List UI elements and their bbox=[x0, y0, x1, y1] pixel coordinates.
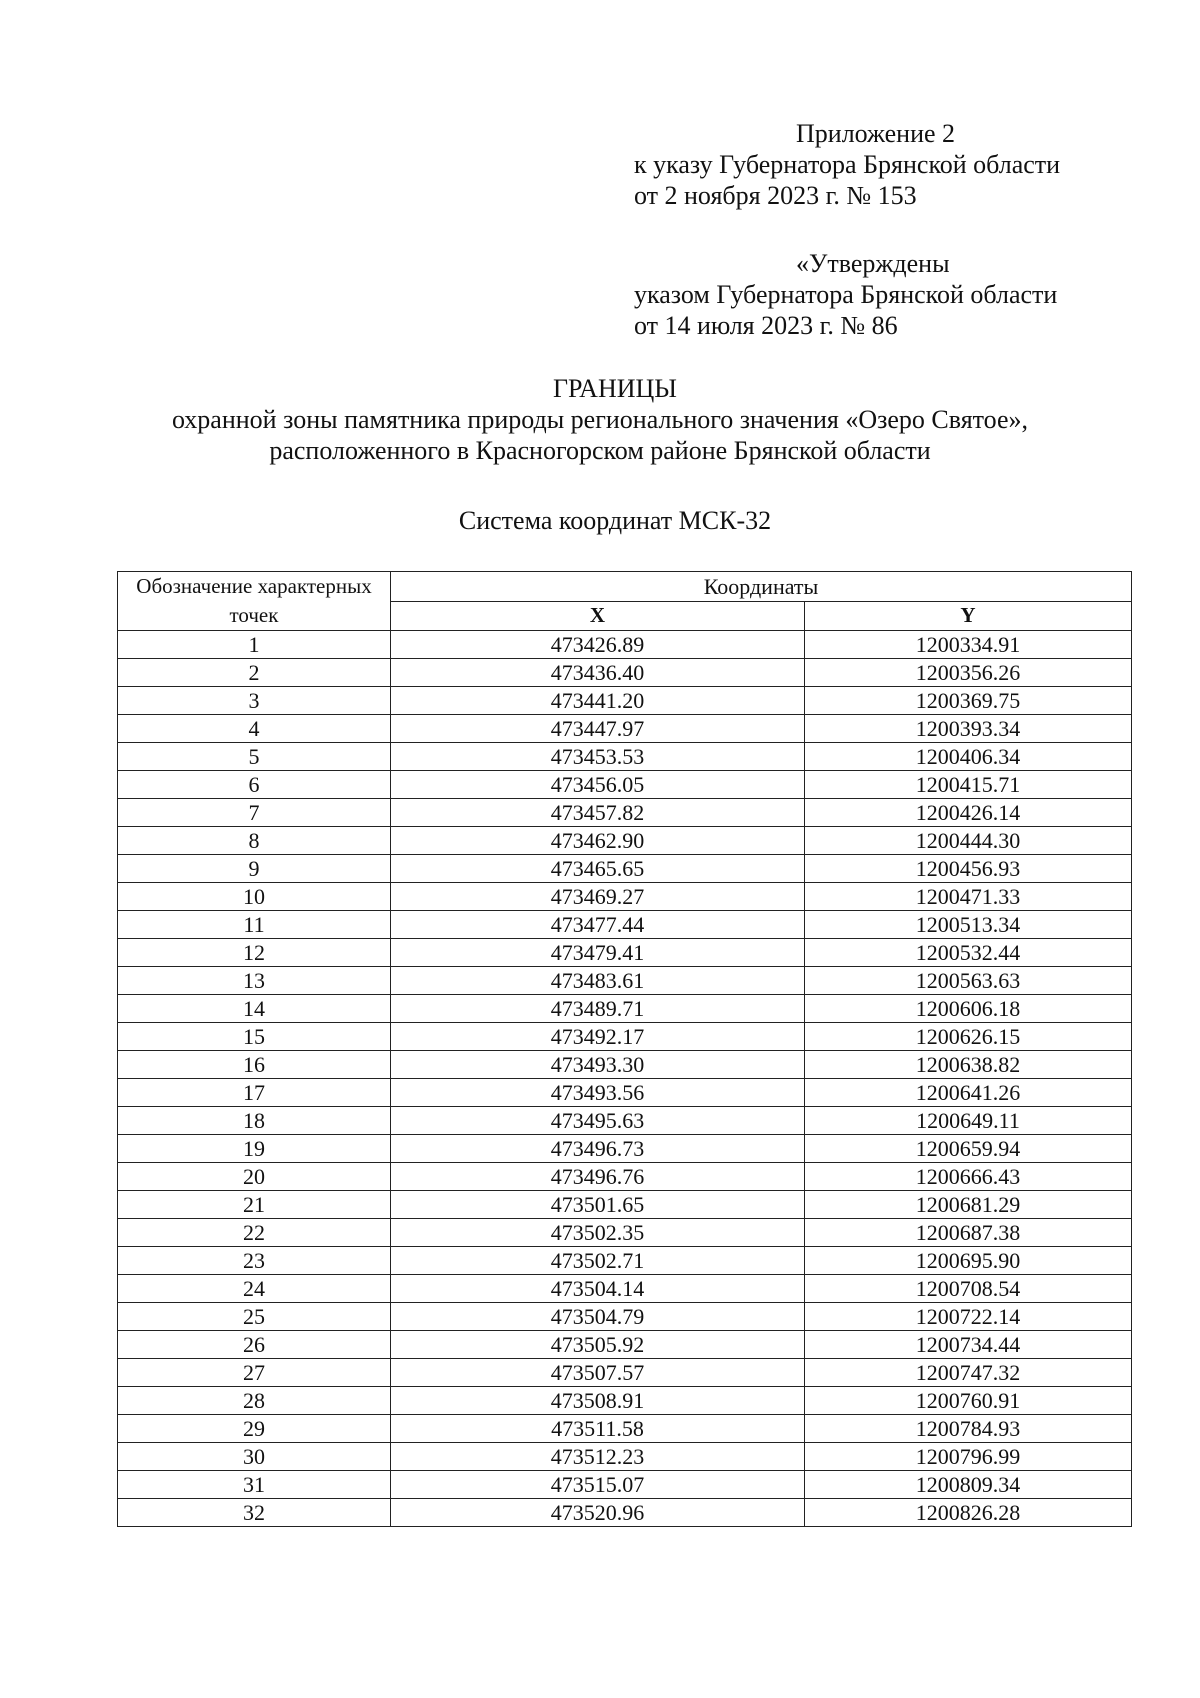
table-row bbox=[118, 659, 1132, 687]
y-coordinate-cell: 1200415.71 bbox=[805, 771, 1132, 799]
point-number-cell: 26 bbox=[118, 1331, 391, 1359]
y-coordinate-cell: 1200666.43 bbox=[805, 1163, 1132, 1191]
x-coordinate-cell: 473493.30 bbox=[391, 1051, 805, 1079]
y-coordinate-cell: 1200708.54 bbox=[805, 1275, 1132, 1303]
point-number-cell: 3 bbox=[118, 687, 391, 715]
y-coordinate-cell: 1200760.91 bbox=[805, 1387, 1132, 1415]
x-coordinate-cell: 473447.97 bbox=[391, 715, 805, 743]
table-row bbox=[118, 743, 1132, 771]
table-row bbox=[118, 1471, 1132, 1499]
x-coordinate-cell: 473496.73 bbox=[391, 1135, 805, 1163]
x-coordinate-cell: 473496.76 bbox=[391, 1163, 805, 1191]
point-number-cell: 20 bbox=[118, 1163, 391, 1191]
table-row bbox=[118, 799, 1132, 827]
table-row bbox=[118, 1191, 1132, 1219]
table-row bbox=[118, 939, 1132, 967]
y-coordinate-cell: 1200649.11 bbox=[805, 1107, 1132, 1135]
document-title: ГРАНИЦЫ bbox=[553, 374, 677, 403]
table-row bbox=[118, 771, 1132, 799]
y-coordinate-cell: 1200406.34 bbox=[805, 743, 1132, 771]
appendix-decree: к указу Губернатора Брянской области bbox=[634, 150, 1061, 179]
table-body bbox=[118, 631, 1132, 1527]
point-number-cell: 29 bbox=[118, 1415, 391, 1443]
y-coordinate-cell: 1200532.44 bbox=[805, 939, 1132, 967]
table-row bbox=[118, 1247, 1132, 1275]
y-coordinate-cell: 1200641.26 bbox=[805, 1079, 1132, 1107]
appendix-number: Приложение 2 bbox=[796, 119, 956, 148]
x-coordinate-cell: 473504.14 bbox=[391, 1275, 805, 1303]
point-number-cell: 9 bbox=[118, 855, 391, 883]
y-coordinate-cell: 1200681.29 bbox=[805, 1191, 1132, 1219]
table-row bbox=[118, 1023, 1132, 1051]
document-subtitle-line2: расположенного в Красногорском районе Брянской области bbox=[269, 436, 931, 465]
x-coordinate-cell: 473426.89 bbox=[391, 631, 805, 659]
y-coordinate-cell: 1200369.75 bbox=[805, 687, 1132, 715]
table-row bbox=[118, 855, 1132, 883]
header-coordinates: Координаты bbox=[391, 572, 1132, 602]
table-row bbox=[118, 1107, 1132, 1135]
point-number-cell: 19 bbox=[118, 1135, 391, 1163]
x-coordinate-cell: 473456.05 bbox=[391, 771, 805, 799]
table-row bbox=[118, 1135, 1132, 1163]
approval-decree: указом Губернатора Брянской области bbox=[634, 280, 1058, 309]
x-coordinate-cell: 473457.82 bbox=[391, 799, 805, 827]
table-row bbox=[118, 1359, 1132, 1387]
y-coordinate-cell: 1200356.26 bbox=[805, 659, 1132, 687]
table-row bbox=[118, 883, 1132, 911]
x-coordinate-cell: 473492.17 bbox=[391, 1023, 805, 1051]
y-coordinate-cell: 1200687.38 bbox=[805, 1219, 1132, 1247]
approval-reference bbox=[634, 248, 1057, 341]
table-row bbox=[118, 827, 1132, 855]
document-subtitle-line1: охранной зоны памятника природы регионального значения «Озеро Святое», bbox=[171, 405, 1029, 434]
table-row bbox=[118, 1051, 1132, 1079]
y-coordinate-cell: 1200809.34 bbox=[805, 1471, 1132, 1499]
table-row bbox=[118, 1079, 1132, 1107]
document-heading bbox=[0, 373, 1200, 466]
table-row bbox=[118, 967, 1132, 995]
table-row bbox=[118, 1415, 1132, 1443]
header-point-designation: Обозначение характерных точек bbox=[118, 572, 391, 631]
point-number-cell: 7 bbox=[118, 799, 391, 827]
y-coordinate-cell: 1200334.91 bbox=[805, 631, 1132, 659]
table-header-row bbox=[118, 572, 1132, 602]
x-coordinate-cell: 473501.65 bbox=[391, 1191, 805, 1219]
y-coordinate-cell: 1200606.18 bbox=[805, 995, 1132, 1023]
table-row bbox=[118, 1499, 1132, 1527]
point-number-cell: 21 bbox=[118, 1191, 391, 1219]
table-row bbox=[118, 995, 1132, 1023]
table-row bbox=[118, 1387, 1132, 1415]
point-number-cell: 30 bbox=[118, 1443, 391, 1471]
table-row bbox=[118, 687, 1132, 715]
y-coordinate-cell: 1200722.14 bbox=[805, 1303, 1132, 1331]
y-coordinate-cell: 1200393.34 bbox=[805, 715, 1132, 743]
x-coordinate-cell: 473441.20 bbox=[391, 687, 805, 715]
y-coordinate-cell: 1200563.63 bbox=[805, 967, 1132, 995]
approval-date: от 14 июля 2023 г. № 86 bbox=[634, 311, 898, 340]
x-coordinate-cell: 473502.71 bbox=[391, 1247, 805, 1275]
appendix-reference bbox=[634, 118, 1060, 211]
point-number-cell: 28 bbox=[118, 1387, 391, 1415]
y-coordinate-cell: 1200513.34 bbox=[805, 911, 1132, 939]
x-coordinate-cell: 473511.58 bbox=[391, 1415, 805, 1443]
x-coordinate-cell: 473469.27 bbox=[391, 883, 805, 911]
table-row bbox=[118, 911, 1132, 939]
header-x: X bbox=[391, 601, 805, 631]
header-y: Y bbox=[805, 601, 1132, 631]
x-coordinate-cell: 473465.65 bbox=[391, 855, 805, 883]
y-coordinate-cell: 1200747.32 bbox=[805, 1359, 1132, 1387]
y-coordinate-cell: 1200784.93 bbox=[805, 1415, 1132, 1443]
x-coordinate-cell: 473505.92 bbox=[391, 1331, 805, 1359]
table-row bbox=[118, 1303, 1132, 1331]
x-coordinate-cell: 473483.61 bbox=[391, 967, 805, 995]
x-coordinate-cell: 473495.63 bbox=[391, 1107, 805, 1135]
y-coordinate-cell: 1200695.90 bbox=[805, 1247, 1132, 1275]
table-row bbox=[118, 715, 1132, 743]
point-number-cell: 4 bbox=[118, 715, 391, 743]
x-coordinate-cell: 473477.44 bbox=[391, 911, 805, 939]
point-number-cell: 22 bbox=[118, 1219, 391, 1247]
point-number-cell: 2 bbox=[118, 659, 391, 687]
y-coordinate-cell: 1200734.44 bbox=[805, 1331, 1132, 1359]
x-coordinate-cell: 473489.71 bbox=[391, 995, 805, 1023]
point-number-cell: 13 bbox=[118, 967, 391, 995]
point-number-cell: 15 bbox=[118, 1023, 391, 1051]
point-number-cell: 8 bbox=[118, 827, 391, 855]
coordinate-system-label: Система координат МСК-32 bbox=[458, 506, 772, 535]
x-coordinate-cell: 473436.40 bbox=[391, 659, 805, 687]
point-number-cell: 12 bbox=[118, 939, 391, 967]
y-coordinate-cell: 1200826.28 bbox=[805, 1499, 1132, 1527]
table-row bbox=[118, 1219, 1132, 1247]
x-coordinate-cell: 473512.23 bbox=[391, 1443, 805, 1471]
y-coordinate-cell: 1200659.94 bbox=[805, 1135, 1132, 1163]
table-row bbox=[118, 1443, 1132, 1471]
point-number-cell: 6 bbox=[118, 771, 391, 799]
x-coordinate-cell: 473520.96 bbox=[391, 1499, 805, 1527]
x-coordinate-cell: 473504.79 bbox=[391, 1303, 805, 1331]
point-number-cell: 18 bbox=[118, 1107, 391, 1135]
point-number-cell: 1 bbox=[118, 631, 391, 659]
x-coordinate-cell: 473502.35 bbox=[391, 1219, 805, 1247]
y-coordinate-cell: 1200426.14 bbox=[805, 799, 1132, 827]
table-row bbox=[118, 1275, 1132, 1303]
appendix-date: от 2 ноября 2023 г. № 153 bbox=[634, 181, 917, 210]
x-coordinate-cell: 473462.90 bbox=[391, 827, 805, 855]
y-coordinate-cell: 1200456.93 bbox=[805, 855, 1132, 883]
coordinates-table bbox=[117, 571, 1132, 1527]
x-coordinate-cell: 473508.91 bbox=[391, 1387, 805, 1415]
y-coordinate-cell: 1200638.82 bbox=[805, 1051, 1132, 1079]
y-coordinate-cell: 1200626.15 bbox=[805, 1023, 1132, 1051]
x-coordinate-cell: 473479.41 bbox=[391, 939, 805, 967]
point-number-cell: 14 bbox=[118, 995, 391, 1023]
y-coordinate-cell: 1200471.33 bbox=[805, 883, 1132, 911]
point-number-cell: 11 bbox=[118, 911, 391, 939]
table-row bbox=[118, 1163, 1132, 1191]
x-coordinate-cell: 473515.07 bbox=[391, 1471, 805, 1499]
x-coordinate-cell: 473507.57 bbox=[391, 1359, 805, 1387]
y-coordinate-cell: 1200444.30 bbox=[805, 827, 1132, 855]
table-row bbox=[118, 1331, 1132, 1359]
point-number-cell: 16 bbox=[118, 1051, 391, 1079]
point-number-cell: 25 bbox=[118, 1303, 391, 1331]
approval-word: «Утверждены bbox=[796, 249, 950, 278]
point-number-cell: 24 bbox=[118, 1275, 391, 1303]
x-coordinate-cell: 473453.53 bbox=[391, 743, 805, 771]
point-number-cell: 32 bbox=[118, 1499, 391, 1527]
point-number-cell: 10 bbox=[118, 883, 391, 911]
table-row bbox=[118, 631, 1132, 659]
point-number-cell: 23 bbox=[118, 1247, 391, 1275]
point-number-cell: 17 bbox=[118, 1079, 391, 1107]
point-number-cell: 5 bbox=[118, 743, 391, 771]
x-coordinate-cell: 473493.56 bbox=[391, 1079, 805, 1107]
y-coordinate-cell: 1200796.99 bbox=[805, 1443, 1132, 1471]
point-number-cell: 27 bbox=[118, 1359, 391, 1387]
point-number-cell: 31 bbox=[118, 1471, 391, 1499]
